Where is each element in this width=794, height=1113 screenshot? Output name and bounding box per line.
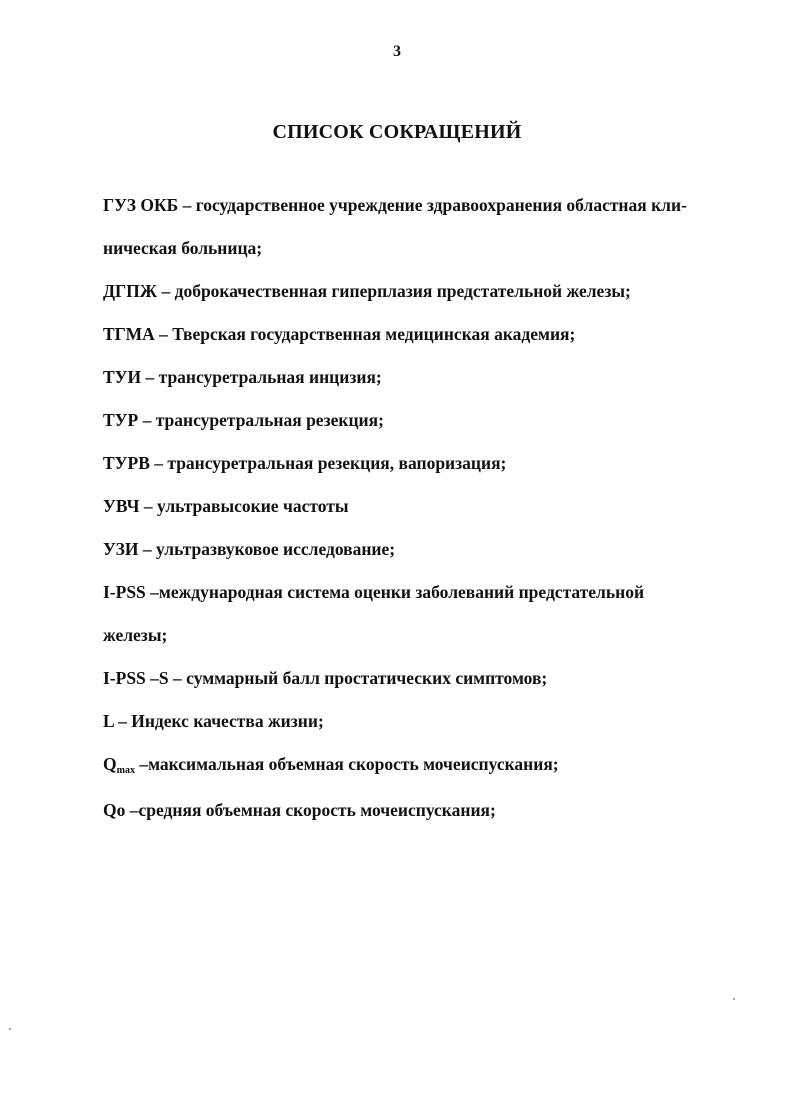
entry-separator: –	[145, 582, 159, 602]
abbreviation-entry	[103, 442, 723, 485]
entry-separator: –	[134, 754, 149, 774]
abbreviation-definition: Тверская государственная медицинская академия;	[172, 324, 576, 344]
abbreviation-entry	[103, 313, 723, 356]
scan-speck	[733, 998, 735, 1000]
entry-line	[103, 528, 723, 571]
abbreviation-entry	[103, 528, 723, 571]
abbreviation-term: ТГМА	[103, 324, 155, 344]
abbreviation-definition: трансуретральная резекция, вапоризация;	[167, 453, 507, 473]
abbreviation-term: УВЧ	[103, 496, 140, 516]
abbreviation-term: ГУЗ ОКБ	[103, 195, 179, 215]
abbreviation-entry	[103, 657, 723, 700]
abbreviation-term: ТУИ	[103, 367, 142, 387]
entry-line	[103, 356, 723, 399]
abbreviation-term: ТУР	[103, 410, 139, 430]
abbreviation-definition: ультравысокие частоты	[157, 496, 349, 516]
entry-line	[103, 789, 723, 832]
abbreviation-definition: средняя объемная скорость мочеиспускания;	[138, 800, 496, 820]
entry-line	[103, 700, 723, 743]
entry-line	[103, 485, 723, 528]
abbreviation-entry	[103, 571, 723, 657]
abbreviation-definition: трансуретральная инцизия;	[158, 367, 382, 387]
abbreviation-term: Qo	[103, 800, 126, 820]
abbreviation-entry	[103, 743, 723, 789]
abbreviation-term: L	[103, 711, 114, 731]
entry-line	[103, 657, 723, 700]
abbreviation-definition: доброкачественная гиперплазия предстательной железы;	[174, 281, 631, 301]
entry-separator: –	[154, 324, 173, 344]
abbreviation-term: I-PSS –S	[103, 668, 169, 688]
abbreviation-entry	[103, 700, 723, 743]
abbreviation-definition: ультразвуковое исследование;	[155, 539, 396, 559]
abbreviation-entry	[103, 356, 723, 399]
abbreviation-definition: международная система оценки заболеваний предстательной	[158, 582, 645, 602]
entry-separator: –	[125, 800, 139, 820]
abbreviation-term: I-PSS	[103, 582, 146, 602]
abbreviation-definition-continuation: ническая больница;	[103, 238, 263, 258]
entry-separator: –	[141, 367, 159, 387]
abbreviation-definition-continuation: железы;	[103, 625, 168, 645]
entry-line	[103, 270, 723, 313]
entry-separator: –	[138, 539, 156, 559]
entry-separator: –	[139, 496, 157, 516]
abbreviation-term	[103, 754, 135, 774]
entry-line	[103, 313, 723, 356]
entry-line	[103, 184, 723, 227]
abbreviation-entry	[103, 485, 723, 528]
abbreviation-entry	[103, 399, 723, 442]
entry-separator: –	[168, 668, 187, 688]
entry-separator: –	[149, 453, 168, 473]
abbreviation-definition: суммарный балл простатических симптомов;	[186, 668, 548, 688]
entry-separator: –	[178, 195, 196, 215]
abbreviation-definition: трансуретральная резекция;	[155, 410, 384, 430]
abbreviation-term: ДГПЖ	[103, 281, 158, 301]
abbreviation-definition: Индекс качества жизни;	[131, 711, 324, 731]
abbreviation-entry	[103, 789, 723, 832]
entry-line	[103, 571, 723, 614]
page-title: СПИСОК СОКРАЩЕНИЙ	[272, 121, 522, 143]
entry-separator: –	[113, 711, 132, 731]
abbreviation-term-base: Q	[103, 754, 117, 774]
entry-line	[103, 743, 723, 789]
abbreviation-term: УЗИ	[103, 539, 139, 559]
abbreviation-term: ТУРВ	[103, 453, 150, 473]
entry-separator: –	[157, 281, 175, 301]
abbreviation-list	[103, 184, 723, 832]
entry-separator: –	[138, 410, 156, 430]
abbreviation-entry	[103, 184, 723, 270]
entry-line	[103, 399, 723, 442]
abbreviation-term-subscript: max	[116, 765, 135, 776]
scan-speck	[9, 1028, 11, 1030]
page-number: 3	[393, 43, 401, 60]
abbreviation-definition: государственное учреждение здравоохранения областная кли-	[195, 195, 687, 215]
entry-line	[103, 442, 723, 485]
abbreviation-entry	[103, 270, 723, 313]
abbreviation-definition: максимальная объемная скорость мочеиспускания;	[148, 754, 559, 774]
